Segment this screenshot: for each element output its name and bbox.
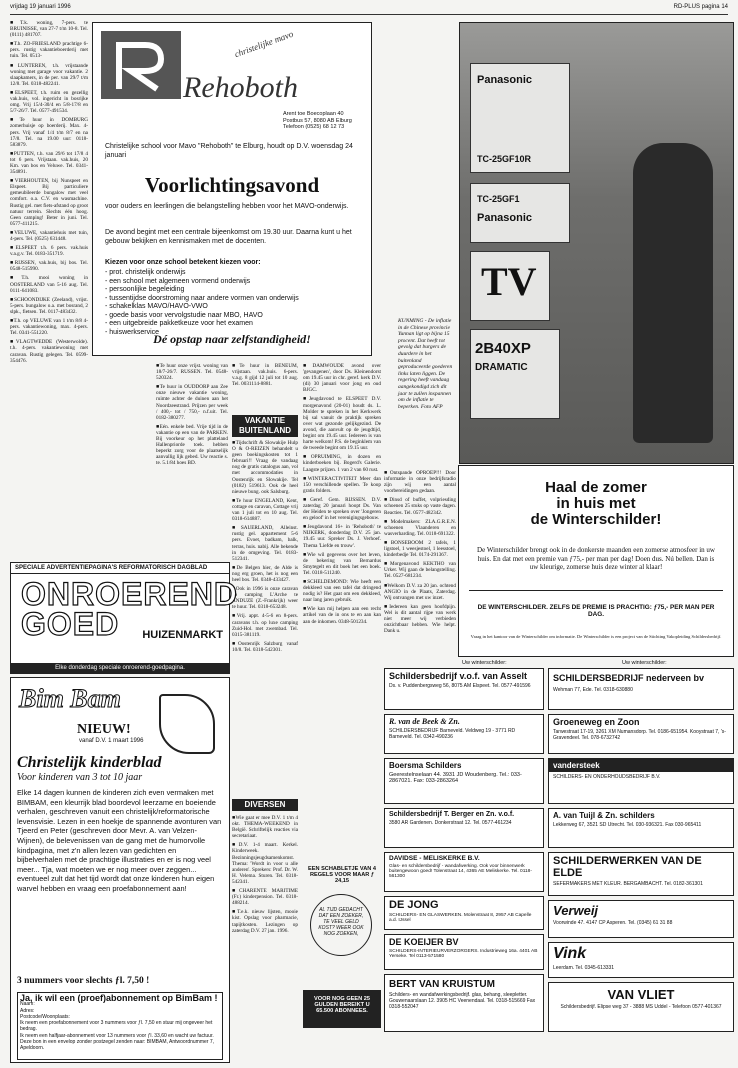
winter-heading xyxy=(459,480,733,528)
lamp-icon xyxy=(159,694,215,754)
ad-label: Uw winterschilder: xyxy=(622,660,667,666)
classified-item: ■ Ook in 1996 is onze caravan op camping L'Arche te ANDUZE (Z.-Frankrijk) weer te huur. Tel. 0318-653248. xyxy=(232,586,298,610)
winter-heading-line: Haal de zomer xyxy=(545,479,647,496)
onroerend-top: SPECIALE ADVERTENTIEPAGINA'S REFORMATORISCH DAGBLAD xyxy=(11,563,229,574)
classified-item: ■ SCHELDEMOND: Wie heeft een dekkleed van een tafel dat dringend nodig is? Het gaat om een dekkleed, naar lang jaren gebruik. xyxy=(303,579,381,603)
header-rule xyxy=(10,14,728,15)
ad-extra: Schilders- en wandafwerkingsbedrijf. glas, behang, sleepletter. Gouwenaarslaan 12. 3905 HC Veenendaal. Tel. 0318-515669 Fax 0318-552047 xyxy=(389,992,536,1010)
classified-item: ■ VLAGTWEDDE (Westerwolde). t.h. 4-pers. vakantiewoning met caravan. Rustig gelegen. Tel. 0599-354476. xyxy=(10,339,88,363)
classifieds-column-4 xyxy=(303,363,381,863)
classified-item: ■ De Belgen hier, de Alde is nog erg groen, het is nog een heel bos. Tel. 0348-433427. xyxy=(232,565,298,583)
photo-text: TV xyxy=(481,259,537,304)
ad-de-koeijer xyxy=(384,934,544,970)
ad-name: Vink xyxy=(553,945,587,962)
classified-item: ■ Wie gaat er mee D.V. 1 t/m 4 okt. THEMA-WEEKEND in België. Schriftelijk reacties via secretariaat. xyxy=(232,815,298,839)
classified-item: ■ D.V. 1-4 maart. Kerkel. Kinderweek. Bezinningsjeugdsamenkomst. Thema: 'Wordt in voor u alle anderen'. Sprekers: Prof. Dr. W. H. Velema. Sturen. Tel. 0318-542341. xyxy=(232,842,298,885)
address-line: Telefoon (0525) 68 12 73 xyxy=(283,124,345,130)
ad-van-tuijl xyxy=(548,808,734,848)
photo-caption: KUNMING - De inflatie in de Chinese provincie Yunnan ligt op bijna 15 procent. Dat heeft tot gevolg dat burgers de duurdere in het buitenland geproduceerde goederen links laten liggen. De regering heeft vandaag aangekondigd zich dit jaar te zullen inspannen om de inflatie te beperken. Foto AFP xyxy=(398,318,453,410)
rehoboth-name: Rehoboth xyxy=(183,71,298,104)
ad-label: Uw winterschilder: xyxy=(462,660,507,666)
classified-item: ■ Dinsd of buffet, volpriesding schoenen 25 stuks op vaste dagen. Reacties. Tel. 0577-482342. xyxy=(384,497,456,515)
rehoboth-intro: Christelijke school voor Mavo "Rehoboth" te Elburg, houdt op D.V. woensdag 24 januari xyxy=(105,143,353,159)
classified-item: ■ ELSPEET, t.h. ruim en gezellig vak.huis, vol. ingericht in bosrijke omg. Vrij 15/4-30/4 en 5/8-17/8 en 5/7-26/7. Tel. 0577-491534. xyxy=(10,90,88,114)
photo-text: Panasonic xyxy=(477,212,533,224)
ad-van-asselt xyxy=(384,668,544,710)
ad-name: Groeneweg en Zoon xyxy=(553,717,640,727)
form-option-proef[interactable]: Ik neem een proefabonnement voor 3 nummers voor ƒl. 7,50 en stuur mij ongeveer het bedrag. xyxy=(20,1020,213,1033)
photo-text: TC-25GF10R xyxy=(477,154,532,164)
classified-item: ■ T.h. mooi woning in OOSTERLAND van 5-16 aug. Tel. 0111-641083. xyxy=(10,275,88,293)
ad-boersma xyxy=(384,758,544,804)
classified-item: ■ Te huur onze vrijst. woning van 18/7-26/7. RUSSEN. Tel. 0548-520324. xyxy=(156,363,228,381)
schabletje-badge-2: VOOR NOG GEEN 25 GULDEN BEREIKT U 65.500 ABONNEES. xyxy=(303,990,381,1028)
classified-item: ■ VELUWE, vakantiehuis met tuin, 4-pers. Tel. (0525) 631448. xyxy=(10,230,88,242)
form-send-info: Deze bon in een envelop zonder postzegel zenden naar: BIMBAM, Antwoordnummer 7, Apeldoorn. xyxy=(20,1039,215,1052)
ad-davidse xyxy=(384,852,544,892)
ad-extra: SCHILDERS- EN GLASWERKEN. Molenstraat 8, 2957 AB Capelle a.d. IJssel xyxy=(389,913,532,923)
form-address-field[interactable]: Adres: xyxy=(20,1007,35,1014)
classifieds-column-3b xyxy=(232,815,298,1063)
ad-name: R. van de Beek & Zn. xyxy=(389,717,460,726)
classified-item: ■ T.h. op VELUWE van 1 t/m 8/8 4-pers. vakantiewoning, max. 4-pers. Tel. 0341-551220. xyxy=(10,318,88,336)
photo-text: Panasonic xyxy=(477,74,533,86)
ad-extra: Wehman 77, Ede. Tel. 0318-630880 xyxy=(553,687,633,693)
choice-item: - schakelklas MAVO/HAVO-VWO xyxy=(105,303,208,310)
classified-item: ■ Te huur in OUDDORP aan Zee onze nieuwe vakantie woning, ruimte achter de duinen aan het Noordzeestrand. Prijzen per week / 400,- tot / 750,- n.f.uit. Tel. 0182-380277. xyxy=(156,384,228,421)
ad-name: VAN VLIET xyxy=(607,987,675,1002)
photo-tv-box xyxy=(470,183,570,243)
ad-extra: SCHILDERS- EN ONDERHOUDSBEDRIJF B.V. xyxy=(553,774,661,780)
form-name-field[interactable]: Naam: xyxy=(20,1001,35,1008)
photo-tv-box xyxy=(470,63,570,173)
onroerend-big: ONROEREND GOED xyxy=(21,576,239,642)
ad-extra: Leerdam. Tel. 0345-613331 xyxy=(553,965,615,971)
classified-item: ■ Ontspande OPROEP!!! Door informatie in onze bedrijfsradio zijn wij een aantal voorbereidingen gedaan. xyxy=(384,470,456,494)
onroerend-goed-ad xyxy=(10,562,239,674)
classified-item: ■ ELSPEET t.h. 6 pers. vak.huis v.a.g.v. Tel. 0183-351719. xyxy=(10,245,88,257)
classified-item: ■ PUTTEN, t.h. van 29/6 tot 17/8 4 tot 6 pers. Vrijstaan. vak.huis, 20 Km. van bos en Veluwe. Tel. 0341-354891. xyxy=(10,151,88,175)
rehoboth-title: Voorlichtingsavond xyxy=(144,173,320,197)
bimbam-ad xyxy=(10,677,230,1063)
ad-extra: Schildersbedrijf. Elipse weg 37 - 3888 MS Uddel - Telefoon 0577-401367 xyxy=(560,1004,722,1010)
rehoboth-logo-icon xyxy=(101,31,181,99)
ad-extra: Tarwestraat 17-19, 3261 XM Numansdorp. Tel. 0186-651954. Kooystraat 7, 's-Gravendeel. Tel. 078-6732742 xyxy=(553,729,726,741)
classified-item: ■ Iedereen kan geen hoofdpijn. Wel is dit aantal rijpe van werk niet meer wij verbieden onzichtbaar hebben. Wie helpt. Dank u. xyxy=(384,604,456,634)
classified-item: ■ BONSEBOOM 2 tafels, 1 ligstoel, 1 weesjestoel, 1 leesstoel, kinderbedje Tel. 0174-291367. xyxy=(384,540,456,558)
ad-van-de-elde xyxy=(548,852,734,896)
classifieds-column-2 xyxy=(156,363,228,467)
winter-heading-line: de Winterschilder! xyxy=(530,511,662,528)
rehoboth-ad xyxy=(92,22,372,356)
classifieds-column-3 xyxy=(232,440,298,796)
bimbam-text: Elke 14 dagen kunnen de kinderen zich even vermaken met BIMBAM, een kleurrijk blad boordevol leerzame en boeiende verhalen, geschreven vanuit een christelijk/reformatorische levensvisie. Lezen in een hoekje de spannende avonturen van Tjeerd en Peter (geschreven door Mevr. A. van Velzen-Wijnen), de belevenissen van de gang met de humorvolle kindpagina, met z'n allen lezen van gedichten en bijbelverhalen met de prachtige illustraties en er is nog veel meer... Tja, wat moeten we er nog meer over zeggen... eventueel zult dat het tijd wordt dat onze kinderen hun eigen warvel hebben en vraag een proefabonnement aan! xyxy=(17,788,222,893)
ad-vink xyxy=(548,942,734,978)
rehoboth-para-2: De avond begint met een centrale bijeenkomst om 19.30 uur. Daarna kunt u het gebouw bekijken en kennismaken met de docenten. xyxy=(105,229,352,245)
section-head-diversen: DIVERSEN xyxy=(232,799,298,811)
onroerend-sub: Elke donderdag speciale onroerend-goedpagina. xyxy=(11,663,229,673)
classified-item: ■ Te huur in BENEUM, vrijstaan. vak.huis. 6-pers. v.a.g. 8 gijd 12 juli tot 10 aug. Tel. 0031114-8881. xyxy=(232,363,298,387)
choice-item: - tussentijdse doorstroming naar andere vormen van onderwijs xyxy=(105,294,299,302)
rehoboth-choose: Kiezen voor onze school betekent kiezen voor: xyxy=(105,259,261,266)
ad-name: vandersteek xyxy=(549,759,733,772)
onroerend-huizenmarkt: HUIZENMARKT xyxy=(142,629,223,641)
classified-item: ■ Vrij. appt. 4-5-6 en 8-pers. caravans t.h. op luxe camping Zuid-Hol. met zwembad. Tel. 0315-381119. xyxy=(232,613,298,637)
classified-item: ■ VIERHOUTEN, bij Nunspeet en Elspeet. Bij particuliere gemeubileerde bungalow met veel comfort. o.a. C.V. en wasmachine. Rustig gel. met fiets-afstand op groot natuur terrein. Slechts één hoog. Geen camping! Beter in juni. Tel. 0577-411215. xyxy=(10,178,88,227)
classifieds-column-3-top xyxy=(232,363,298,413)
photo-person xyxy=(633,143,713,443)
ad-name: Verweij xyxy=(553,903,599,918)
ad-name: Schildersbedrijf v.o.f. van Asselt xyxy=(389,671,528,681)
ad-groeneweg xyxy=(548,714,734,754)
choice-item: - huiswerkservice xyxy=(105,328,160,336)
ad-extra: 3580 AR Gardenen. Donkerstraat 12. Tel. 0577-461234 xyxy=(389,820,512,826)
ad-name: DAVIDSE - MELISKERKE B.V. xyxy=(389,855,480,862)
classified-item: ■ Welkom D.V. za 20 jan. ochtend ANGIO in de Plaats, Zaterdag. Wij ontvangen met uw inzet. xyxy=(384,583,456,601)
classified-item: ■ T.k. woning, 7-pers. te BRUINISSE, van 27-7 t/m 10-8. Tel. (0111) 481707. xyxy=(10,20,88,38)
ad-name: SCHILDERWERKEN VAN DE ELDE xyxy=(553,855,702,879)
ad-nederveen xyxy=(548,668,734,710)
header-page: RD-PLUS pagina 14 xyxy=(673,4,728,10)
rehoboth-slogan: Dé opstap naar zelfstandigheid! xyxy=(153,332,311,346)
rehoboth-tag: christelijke mavo xyxy=(233,28,295,60)
ad-extra: SCHILDERSBEDRIJF Barneveld. Veldweg 19 - 3771 RD Barneveld. Tel. 0342-490236 xyxy=(389,728,516,740)
classifieds-column-1 xyxy=(10,20,88,558)
news-photo xyxy=(459,22,734,464)
classified-item: ■ Morgenavond KEKTHO van Urker. Wij gaan de belangstelling. Tel. 0527-681234. xyxy=(384,561,456,579)
classified-item: ■ OPRUIMING, in dozen en kinderboeken bij. Bogerd's Galerie. Laagste prijzen. 1 van 2 van 60 rust. xyxy=(303,454,381,472)
bimbam-vanaf: vanaf D.V. 1 maart 1996 xyxy=(79,738,144,744)
ad-extra: Voorwinde 47. 4147 CP Asperen. Tel. (0345) 61 31 88 xyxy=(553,920,673,926)
classified-item: ■ T.e.k. nieuw lijsten, mooie kist. Opslag voor pharmacie, tapijtkosten. Lezingen op zaterdag D.V. 27 jan. 1996. xyxy=(232,909,298,933)
header-date: vrijdag 19 januari 1996 xyxy=(10,4,71,10)
ad-extra: Geerestelnselaan 44. 3931 JD Woudenberg. Tel.: 033-2867021. Fax: 033-2863264 xyxy=(389,772,522,784)
choice-item: - een school met algemeen vormend onderwijs xyxy=(105,277,251,285)
rehoboth-para-1: voor ouders en leerlingen die belangstelling hebben voor het MAVO-onderwijs. xyxy=(105,203,349,210)
ad-bert-van-kruistum xyxy=(384,974,544,1032)
classified-item: ■ SAUERLAND, Alleinst. rustig gel. appartement 5-6 pers. Evoet, badkam, balk, terras, huis. nabij. Alle bekende in de omgeving. Tel. 0183-512341. xyxy=(232,525,298,562)
bimbam-nieuw: NIEUW! xyxy=(77,722,131,737)
classified-item: ■ Oostenrijk Salzburg vanaf 10/8. Tel. 0318-542301. xyxy=(232,641,298,653)
classified-item: ■ Modelmakers: ZLA.G.R.E.N. schoenen Vlaanderen en wasverharding. Tel. 0118-691322. xyxy=(384,519,456,537)
ad-extra: SCHILDERS-INTERIEURVERZORGERS. Industrieweg 16a. 4401 AB Yerseke. Tel 0113-571580 xyxy=(389,949,538,959)
ad-berger xyxy=(384,808,544,848)
ad-name: SCHILDERSBEDRIJF nederveen bv xyxy=(553,673,705,683)
classified-item: ■ Jeugdavond 16+ in 'Rehoboth' te NIJKERK, donderdag D.V. 25 jan. 19.45 uur. Spreker Ds. J. Verhoef. Thema 'Liefde en trouw'. xyxy=(303,524,381,548)
photo-tv-box xyxy=(470,329,560,419)
ad-vandersteek xyxy=(548,758,734,804)
ad-van-de-beek xyxy=(384,714,544,754)
photo-tv-box xyxy=(470,251,550,321)
winter-small: Vraag in het kantoor van de Winterschilder om informatie. De Winterschilder is een project van de Stichting Vakopleiding Schildersbedrijf. xyxy=(470,634,722,639)
choice-item: - goede basis voor vervolgstudie naar MBO, HAVO xyxy=(105,311,263,319)
classified-item: ■ SCHOONDIJKE (Zeeland), vrijst. 5-pers. bungalow o.a. met bosrand, 2 slpk., fietsen. Tel. 0117-483432. xyxy=(10,297,88,315)
page-header xyxy=(10,4,728,14)
rehoboth-choices xyxy=(105,269,359,337)
classified-item: ■ Te huur ENGELAND, Kent, cottage en caravan, Cottage vrij van 1 juli tot en 10 aug. Tel. 0318-614887. xyxy=(232,498,298,522)
photo-text: 2B40XP xyxy=(475,340,531,357)
classified-item: ■ LUNTEREN, t.h. vrijstaande woning met garage voor vakantie. 2 slaapkamers, in de per. van 29/7 t/m 12/8. Tel. 0318-482241. xyxy=(10,63,88,87)
form-option-halfjaar[interactable]: Ik neem een halfjaar-abonnement voor 13 nummers voor ƒl. 33,60 en wacht uw factuur. xyxy=(20,1032,214,1039)
classified-item: ■ T.h. ZO-FRIESLAND prachtige 6-pers. rustig vakantieboerderij met tuin. Tel. 0513- xyxy=(10,41,88,59)
winter-heading-line: in huis met xyxy=(556,495,636,512)
ad-name: A. van Tuijl & Zn. schilders xyxy=(553,811,655,820)
winter-divider xyxy=(469,590,723,591)
classified-item: ■ DAMWOUDE avond over 'gevangenen', door Ds. Kleinendorst om 19.45 uur in chr. geref. kerk D.V. (di) 30 januari voor jong en oud BJGC. xyxy=(303,363,381,393)
form-postcode-field[interactable]: Postcode/Woonplaats: xyxy=(20,1013,70,1020)
ad-extra: Lekkerweg 67, 3521 SD Utrecht. Tel. 030-936321. Fax 030-965411 xyxy=(553,822,702,828)
ad-name: Schildersbedrijf T. Berger en Zn. v.o.f. xyxy=(389,811,515,818)
classified-item: ■ Tijdschrift & Slowakije Hulp O & O-REIZEN behandelt u geen boekingskosten tot 1 februari!! Vraag de vandaag nog de gratis catalogus aan, vol met accommodaties in Oostenrijk en Slowakije. Tel (0182) 519613. Ook de heel nieuwe bung. ook Salsburg. xyxy=(232,440,298,495)
classified-item: ■ CHARENTE MARITIME (Fr.) kinderpension. Tel. 0318-488214. xyxy=(232,888,298,906)
choice-item: - een uitgebreide pakketkeuze voor het examen xyxy=(105,320,253,327)
schabletje-badge-1: AL TIJD GEDACHT DAT EEN ZOEKER, TE VEEL GELD KOST? WEER OOK NOG ZOEKEN, xyxy=(310,894,372,956)
classified-item: ■ Wie wil gegevens over het leven, de bekering van Bernardus Smytegelt en dit boek het een boek. Tel. 0318-511240. xyxy=(303,552,381,576)
bimbam-ages: Voor kinderen van 3 tot 10 jaar xyxy=(17,772,143,783)
ad-van-vliet xyxy=(548,982,734,1032)
classified-item: ■ Jeugdavond te ELSPEET D.V. morgenavond (20-01) houdt ds. L. Molder te spreken in het Kerkwerk bij sal vanuit de praktijk spreken over wat gezonde gelijkgezind. De avond, die aanvult op de jeugdtijd, begint om 19.45 uur. Iedereen is van harte welkom! P.S. de beginklem van de tweede begint om 19.15 uur. xyxy=(303,396,381,451)
schabletje-head: EEN SCHABLETJE VAN 4 REGELS VOOR MAAR ƒ 24,15 xyxy=(308,866,376,884)
winterschilder-ad xyxy=(458,465,734,657)
address-line: Arent toe Boecoplaan 40 xyxy=(283,111,344,117)
ad-extra: Glas- en schildersbedrijf - wandafwerking. Ook voor binnenwerk buitengewoon goed! Tolenstraat 14, 4365 AE Meliskerke. Tel. 0118-561300 xyxy=(389,864,532,879)
ad-extra: Ds. v. Puddenbergsweg 56, 8075 AM Elspeet. Tel. 0577-491596 xyxy=(389,683,531,689)
classified-item: ■ WINTERACTIVITEIT Meer dan 150 verschillende spellen. Te koop gratis folders. xyxy=(303,476,381,494)
classified-item: ■ Geref. Gem. RIJSSEN. D.V. zaterdag 20 januari hoopt Ds. Van der Heiden te spreken over 'Jongeren en geloof' in het verenigingsgebouw. xyxy=(303,497,381,521)
rehoboth-logo-mark xyxy=(101,31,181,99)
photo-text: DRAMATIC xyxy=(475,362,528,373)
classified-item: ■ Eén. enkele bed. Vrije tijd in de vakantie op een van de PARKEN. Bij voorkeur op het platteland Hallenpriorde toek. hebben beperkt zorg voor de plaatselijk aanvallig lijk gebed. Uw reactie s. te. 5.1/84 hoes BD. xyxy=(156,424,228,467)
section-head-vakantie: VAKANTIE BUITENLAND xyxy=(232,415,298,437)
ad-name: DE KOEIJER BV xyxy=(389,937,459,947)
classified-item: ■ Wie kan mij helpen aan een recht artikel van de in ons te en aan kan aan de inkomen. 0348-501234. xyxy=(303,606,381,624)
classified-item: ■ Te huur in DOMBURG zomerhuisje op boerderij. Max. 4-pers. Vrij vanaf 1/4 t/m 8/7 en na 17/8. Tel. na 19.00 uur: 0118-583879. xyxy=(10,117,88,147)
form-head: Ja, ik wil een (proef)abonnement op BimBam ! xyxy=(20,993,218,1003)
bimbam-title: Christelijk kinderblad xyxy=(17,754,162,771)
ad-extra: SEFERMAKERS MET KLEUR. BERGAMBACHT. Tel. 0182-361301 xyxy=(553,881,703,887)
choice-item: - persoonlijke begeleiding xyxy=(105,286,185,293)
photo-text: TC-25GF1 xyxy=(477,194,520,204)
choice-item: - prot. christelijk onderwijs xyxy=(105,269,186,276)
rehoboth-address xyxy=(283,111,352,131)
ad-verweij xyxy=(548,900,734,938)
bimbam-logo: Bim Bam xyxy=(19,684,121,713)
bimbam-order-form xyxy=(17,992,223,1060)
bimbam-price: 3 nummers voor slechts ƒl. 7,50 ! xyxy=(17,976,150,986)
ad-name: BERT VAN KRUISTUM xyxy=(389,979,495,990)
ad-name: Boersma Schilders xyxy=(389,761,462,770)
ad-name: DE JONG xyxy=(389,899,439,911)
address-line: Postbus 57, 8080 AB Elburg xyxy=(283,117,352,124)
classified-item: ■ RIJSSEN, vak.huis, bij bos. Tel. 0548-515990. xyxy=(10,260,88,272)
winter-text: De Winterschilder brengt ook in de donkerste maanden een zomerse atmosfeer in uw huis. En dat met een premie van ƒ75,- per man per dag! Doen dus. Nú bellen. Dan is uw kleurige, zomerse huis deze winter al klaar! xyxy=(477,546,715,572)
winter-slogan: DE WINTERSCHILDER. ZELFS DE PREMIE IS PRACHTIG: ƒ75,- PER MAN PER DAG. xyxy=(477,604,715,619)
ad-de-jong xyxy=(384,896,544,930)
